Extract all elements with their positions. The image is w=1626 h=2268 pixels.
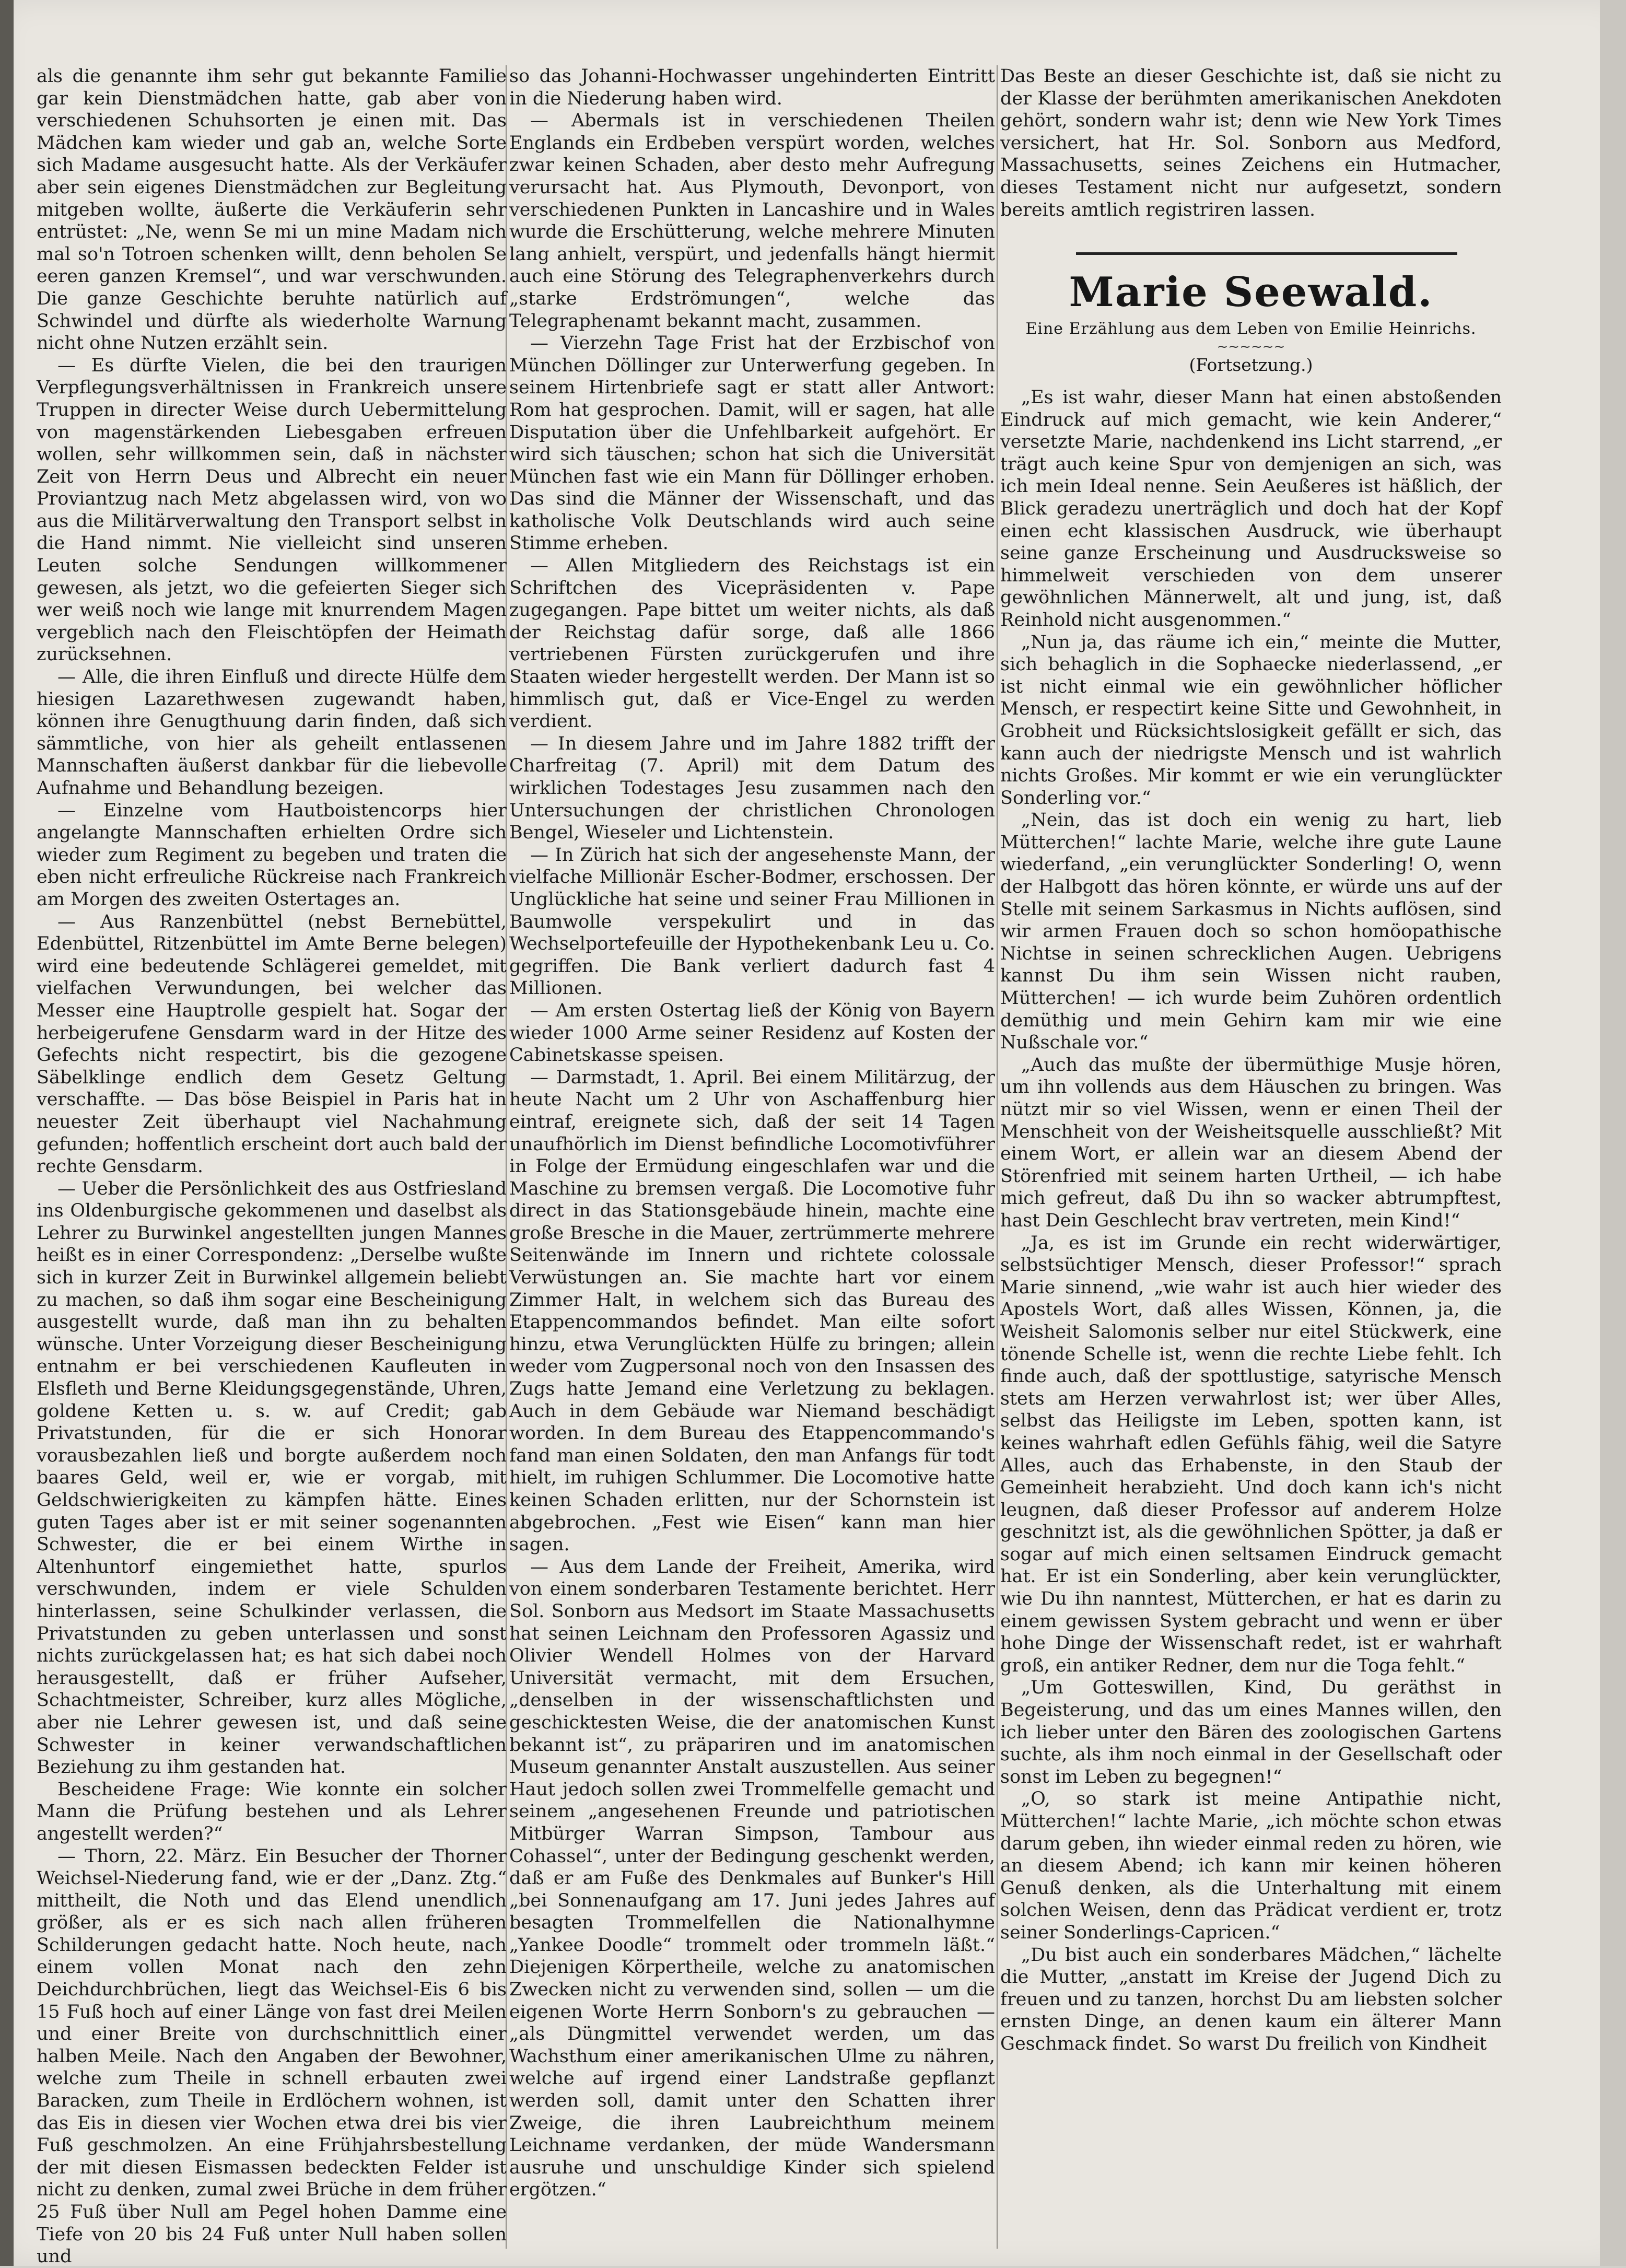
story-paragraph: „Nun ja, das räume ich ein,“ meinte die Mutter, sich behaglich in die Sophaecke niederlassend, „er ist nicht einmal wie ein gewöhnlicher höflicher Mensch, er respectirt keine Sitte und Gewohnheit, in Grobheit und Rücksichtslosigkeit gefällt er sich, das kann auch der niedrigste Mensch und ist wahrlich nichts Großes. Mir kommt er wie ein verunglückter Sonderling vor.“ [1000,632,1502,809]
scan-right-edge [1600,0,1626,2266]
article-paragraph: Das Beste an dieser Geschichte ist, daß sie nicht zu der Klasse der berühmten amerikanischen Anekdoten gehört, sondern wahr ist; denn wie New York Times versichert, hat Hr. Sol. Sonborn aus Medford, Massachusetts, seines Zeichens ein Hutmacher, dieses Testament nicht nur aufgesetzt, sondern bereits amtlich registriren lassen. [1000,66,1502,220]
column-right-intro [1000,65,1502,248]
article-paragraph: als die genannte ihm sehr gut bekannte Familie gar kein Dienstmädchen hatte, gab aber von verschiedenen Schuhsorten je einen mit. Das Mädchen kam wieder und gab an, welche Sorte sich Madame ausgesucht hatte. Als der Verkäufer aber sein eigenes Dienstmädchen zur Begleitung mitgeben wollte, äußerte die Verkäuferin sehr entrüstet: „Ne, wenn Se mi un mine Madam nich mal so'n Totroen schenken willt, denn beholen Se eeren ganzen Kremsel“, und war verschwunden. Die ganze Geschichte beruhte natürlich auf Schwindel und dürfte als wiederholte Warnung nicht ohne Nutzen erzählt sein. [37,66,507,354]
story-subtitle: Eine Erzählung aus dem Leben von Emilie Heinrichs. [1025,320,1477,338]
story-paragraph: „Auch das mußte der übermüthige Musje hören, um ihn vollends aus dem Häuschen zu bringen. Was nützt mir so viel Wissen, wenn er einen Theil der Menschheit von der Weisheitsquelle ausschließt? Mit einem Wort, er allein war an diesem Abend der Störenfried mit seinem harten Urtheil, — ich habe mich gefreut, daß Du ihn so wacker abtrumpftest, hast Dein Geschlecht brav vertreten, mein Kind!“ [1000,1054,1502,1231]
story-paragraph: „Nein, das ist doch ein wenig zu hart, lieb Mütterchen!“ lachte Marie, welche ihre gute Laune wiederfand, „ein verunglückter Sonderling! O, wenn der Halbgott das hören könnte, er würde uns auf der Stelle mit seinem Sarkasmus in Nichts auflösen, sind wir armen Frauen doch so schon homöopathische Nichtse in seinen schrecklichen Augen. Uebrigens kannst Du ihm sein Wissen nicht rauben, Mütterchen! — ich wurde beim Zuhören ordentlich demüthig und mein Gehirn kam mir wie eine Nußschale vor.“ [1000,810,1502,1054]
article-paragraph: — In diesem Jahre und im Jahre 1882 trifft der Charfreitag (7. April) mit dem Datum des wirklichen Todestages Jesu zusammen nach den Untersuchungen der christlichen Chronologen Bengel, Wieseler und Lichtenstein. [509,733,995,844]
story-paragraph: „Ja, es ist im Grunde ein recht widerwärtiger, selbstsüchtiger Mensch, dieser Professor!“ sprach Marie sinnend, „wie wahr ist auch hier wieder des Apostels Wort, daß alles Wissen, Können, ja, die Weisheit Salomonis selber nur eitel Stückwerk, eine tönende Schelle ist, wenn die rechte Liebe fehlt. Ich finde auch, daß der spottlustige, satyrische Mensch stets am Herzen verwahrlost ist; wer über Alles, selbst das Heiligste im Leben, spotten kann, ist keines wahrhaft edlen Gefühls fähig, weil die Satyre Alles, auch das Erhabenste, in den Staub der Gemeinheit herabzieht. Und doch kann ich's nicht leugnen, daß dieser Professor auf anderem Holze geschnitzt ist, als die gewöhnlichen Spötter, ja daß er sogar auf mich einen seltsamen Eindruck gemacht hat. Er ist ein Sonderling, aber kein verunglückter, wie Du ihn nanntest, Mütterchen, er hat es darin zu einem gewissen System gebracht und wenn er über hohe Dinge der Wissenschaft redet, ist er wahrhaft groß, ein antiker Redner, dem nur die Toga fehlt.“ [1000,1232,1502,1676]
article-paragraph: — Am ersten Ostertag ließ der König von Bayern wieder 1000 Arme seiner Residenz auf Kosten der Cabinetskasse speisen. [509,1000,995,1066]
story-paragraph: „Du bist auch ein sonderbares Mädchen,“ lächelte die Mutter, „anstatt im Kreise der Jugend Dich zu freuen und zu tanzen, horchst Du am liebsten solcher ernsten Dinge, an denen kaum ein älterer Mann Geschmack findet. So warst Du freilich von Kindheit [1000,1944,1502,2054]
article-paragraph: Bescheidene Frage: Wie konnte ein solcher Mann die Prüfung bestehen und als Lehrer angestellt werden?“ [37,1779,507,1844]
article-paragraph: — In Zürich hat sich der angesehenste Mann, der vielfache Millionär Escher-Bodmer, erschossen. Der Unglückliche hat seine und seiner Frau Millionen in Baumwolle verspekulirt und in das Wechselportefeuille der Hypothekenbank Leu u. Co. gegriffen. Die Bank verliert dadurch fast 4 Millionen. [509,844,995,999]
article-paragraph: — Alle, die ihren Einfluß und directe Hülfe dem hiesigen Lazarethwesen zugewandt haben, können ihre Genugthuung darin finden, daß sich sämmtliche, von hier als geheilt entlassenen Mannschaften äußerst dankbar für die liebevolle Aufnahme und Behandlung bezeigen. [37,667,507,799]
column-middle [509,65,995,2254]
story-title: Marie Seewald. [1069,268,1433,316]
column-rule-right [997,65,998,2249]
article-paragraph: — Ueber die Persönlichkeit des aus Ostfriesland ins Oldenburgische gekommenen und daselbst als Lehrer zu Burwinkel angestellten jungen Mannes heißt es in einer Correspondenz: „Derselbe wußte sich in kurzer Zeit in Burwinkel allgemein beliebt zu machen, so daß ihm sogar eine Bescheinigung ausgestellt wurde, daß man ihn zu behalten wünsche. Unter Vorzeigung dieser Bescheinigung entnahm er bei verschiedenen Kaufleuten in Elsfleth und Berne Kleidungsgegenstände, Uhren, goldene Ketten u. s. w. auf Credit; gab Privatstunden, für die er sich Honorar vorausbezahlen ließ und borgte außerdem noch baares Geld, weil er, wie er vorgab, mit Geldschwierigkeiten zu kämpfen hätte. Eines guten Tages aber ist er mit seiner sogenannten Schwester, die er bei einem Wirthe in Altenhuntorf eingemiethet hatte, spurlos verschwunden, indem er viele Schulden hinterlassen, seine Schulkinder verlassen, die Privatstunden zu geben unterlassen und sonst nichts zurückgelassen hat; es hat sich dabei noch herausgestellt, daß er früher Aufseher, Schachtmeister, Schreiber, kurz alles Mögliche, aber nie Lehrer gewesen ist, und daß seine Schwester in keiner verwandschaftlichen Beziehung zu ihm gestanden hat. [37,1178,507,1778]
article-paragraph: — Abermals ist in verschiedenen Theilen Englands ein Erdbeben verspürt worden, welches zwar keinen Schaden, aber desto mehr Aufregung verursacht hat. Aus Plymouth, Devonport, von verschiedenen Punkten in Lancashire und in Wales wurde die Erschütterung, welche mehrere Minuten lang anhielt, verspürt, und jedenfalls hängt hiermit auch eine Störung des Telegraphenverkehrs durch „starke Erdströmungen“, welche das Telegraphenamt bekannt macht, zusammen. [509,110,995,332]
story-paragraph: „Es ist wahr, dieser Mann hat einen abstoßenden Eindruck auf mich gemacht, wie kein Anderer,“ versetzte Marie, nachdenkend ins Licht starrend, „er trägt auch keine Spur von demjenigen an sich, was ich mein Ideal nenne. Sein Aeußeres ist häßlich, der Blick geradezu unerträglich und doch hat der Kopf einen echt klassischen Ausdruck, wie überhaupt seine ganze Erscheinung und Ausdrucksweise so himmelweit verschieden von dem unserer gewöhnlichen Männerwelt, alt und jung, ist, daß Reinhold nicht ausgenommen.“ [1000,387,1502,630]
serial-story-heading [1000,266,1502,376]
scan-left-edge [0,0,14,2266]
article-paragraph: — Vierzehn Tage Frist hat der Erzbischof von München Döllinger zur Unterwerfung gegeben. In seinem Hirtenbriefe sagt er statt aller Antwort: Rom hat gesprochen. Damit, will er sagen, hat alle Disputation über die Unfehlbarkeit aufgehört. Er wird sich täuschen; schon hat sich die Universität München fast wie ein Mann für Döllinger erhoben. Das sind die Männer der Wissenschaft, und das katholische Volk Deutschlands wird auch seine Stimme erheben. [509,333,995,554]
article-paragraph: — Thorn, 22. März. Ein Besucher der Thorner Weichsel-Niederung fand, wie er der „Danz. Ztg.“ mittheilt, die Noth und das Elend unendlich größer, als er es sich nach allen früheren Schilderungen gedacht hatte. Noch heute, nach einem vollen Monat nach den zehn Deichdurchbrüchen, liegt das Weichsel-Eis 6 bis 15 Fuß hoch auf einer Länge von fast drei Meilen und einer Breite von durchschnittlich einer halben Meile. Nach den Angaben der Bewohner, welche zum Theile in schnell erbauten zwei Baracken, zum Theile in Erdlöchern wohnen, ist das Eis in diesen vier Wochen etwa drei bis vier Fuß geschmolzen. An eine Frühjahrsbestellung der mit diesen Eismassen bedeckten Felder ist nicht zu denken, zumal zwei Brüche in dem früher 25 Fuß über Null am Pegel hohen Damme eine Tiefe von 20 bis 24 Fuß unter Null haben sollen und [37,1845,507,2267]
article-paragraph: so das Johanni-Hochwasser ungehinderten Eintritt in die Niederung haben wird. [509,66,995,109]
story-paragraph: „Um Gotteswillen, Kind, Du geräthst in Begeisterung, und das um eines Mannes willen, den ich lieber unter den Bären des zoologischen Gartens suchte, als ihm noch einmal in der Gesellschaft oder sonst im Leben zu begegnen!“ [1000,1677,1502,1787]
article-paragraph: — Aus dem Lande der Freiheit, Amerika, wird von einem sonderbaren Testamente berichtet. Herr Sol. Sonborn aus Medsort im Staate Massachusetts hat seinen Leichnam den Professoren Agassiz und Olivier Wendell Holmes von der Harvard Universität vermacht, mit dem Ersuchen, „denselben in der wissenschaftlichsten und geschicktesten Weise, die der anatomischen Kunst bekannt ist“, zu präpariren und im anatomischen Museum genannter Anstalt auszustellen. Aus seiner Haut jedoch sollen zwei Trommelfelle gemacht und seinem „angesehenen Freunde und patriotischen Mitbürger Warran Simpson, Tambour aus Cohassel“, unter der Bedingung geschenkt werden, daß er am Fuße des Denkmales auf Bunker's Hill „bei Sonnenaufgang am 17. Juni jedes Jahres auf besagten Trommelfellen die Nationalhymne „Yankee Doodle“ trommelt oder trommeln läßt.“ Diejenigen Körpertheile, welche zu anatomischen Zwecken nicht zu verwenden sind, sollen — um die eigenen Worte Herrn Sonborn's zu gebrauchen — „als Düngmittel verwendet werden, um das Wachsthum einer amerikanischen Ulme zu nähren, welche auf irgend einer Landstraße gepflanzt werden soll, damit unter den Schatten ihrer Zweige, die ihren Laubreichthum meinem Leichname verdanken, der müde Wandersmann ausruhe und unschuldige Kinder sich spielend ergötzen.“ [509,1556,995,2201]
article-paragraph: — Einzelne vom Hautboistencorps hier angelangte Mannschaften erhielten Ordre sich wieder zum Regiment zu begeben und traten die eben nicht erfreuliche Rückreise nach Frankreich am Morgen des zweiten Ostertages an. [37,800,507,910]
story-paragraph: „O, so stark ist meine Antipathie nicht, Mütterchen!“ lachte Marie, „ich möchte schon etwas darum geben, ihn wieder einmal reden zu hören, wie an diesem Abend; ich kann mir keinen höheren Genuß denken, als die Unterhaltung mit einem solchen Weisen, denn das Prädicat verdient er, trotz seiner Sonderlings-Capricen.“ [1000,1788,1502,1943]
column-left [37,65,507,2267]
continuation-note: (Fortsetzung.) [1189,355,1313,375]
column-right-story [1000,387,1502,2246]
article-paragraph: — Es dürfte Vielen, die bei den traurigen Verpflegungsverhältnissen in Frankreich unsere Truppen in directer Weise durch Uebermittelung von magenstärkenden Liebesgaben erfreuen wollen, sehr willkommen sein, daß in nächster Zeit von Herrn Deus und Albrecht ein neuer Proviantzug nach Metz abgelassen wird, von wo aus die Militärverwaltung den Transport selbst in die Hand nimmt. Nie vielleicht sind unseren Leuten solche Sendungen willkommener gewesen, als jetzt, wo die gefeierten Sieger sich wer weiß noch wie lange mit knurrendem Magen vergeblich nach den Fleischtöpfen der Heimath zurücksehnen. [37,355,507,665]
ornament-flourish: ~~~~~~ [1216,339,1285,355]
article-paragraph: — Darmstadt, 1. April. Bei einem Militärzug, der heute Nacht um 2 Uhr von Aschaffenburg hier eintraf, ereignete sich, daß der seit 14 Tagen unaufhörlich im Dienst befindliche Locomotivführer in Folge der Ermüdung eingeschlafen war und die Maschine zu bremsen vergaß. Die Locomotive fuhr direct in das Stationsgebäude hinein, machte eine große Bresche in die Mauer, zertrümmerte mehrere Seitenwände im Innern und richtete colossale Verwüstungen an. Sie machte hart vor einem Zimmer Halt, in welchem sich das Bureau des Etappencommandos befindet. Man eilte sofort hinzu, etwa Verunglückten Hülfe zu bringen; allein weder vom Zugpersonal noch von den Insassen des Zugs hatte Jemand eine Verletzung zu beklagen. Auch in dem Gebäude war Niemand beschädigt worden. In dem Bureau des Etappencommando's fand man einen Soldaten, den man Anfangs für todt hielt, im ruhigen Schlummer. Die Locomotive hatte keinen Schaden erlitten, nur der Schornstein ist abgebrochen. „Fest wie Eisen“ kann man hier sagen. [509,1067,995,1556]
article-paragraph: — Allen Mitgliedern des Reichstags ist ein Schriftchen des Vicepräsidenten v. Pape zugegangen. Pape bittet um weiter nichts, als daß der Reichstag dafür sorge, daß alle 1866 vertriebenen Fürsten zurückgerufen und ihre Staaten wieder hergestellt werden. Der Mann ist so himmlisch gut, daß er Vice-Engel zu werden verdient. [509,555,995,732]
section-divider [1076,252,1457,255]
article-paragraph: — Aus Ranzenbüttel (nebst Bernebüttel, Edenbüttel, Ritzenbüttel im Amte Berne belegen) wird eine bedeutende Schlägerei gemeldet, mit vielfachen Verwundungen, bei welcher das Messer eine Hauptrolle gespielt hat. Sogar der herbeigerufene Gensdarm ward in der Hitze des Gefechts nicht respectirt, bis die gezogene Säbelklinge endlich dem Gesetz Geltung verschaffte. — Das böse Beispiel in Paris hat in neuester Zeit überhaupt viel Nachahmung gefunden; hoffentlich erscheint dort auch bald der rechte Gensdarm. [37,911,507,1177]
